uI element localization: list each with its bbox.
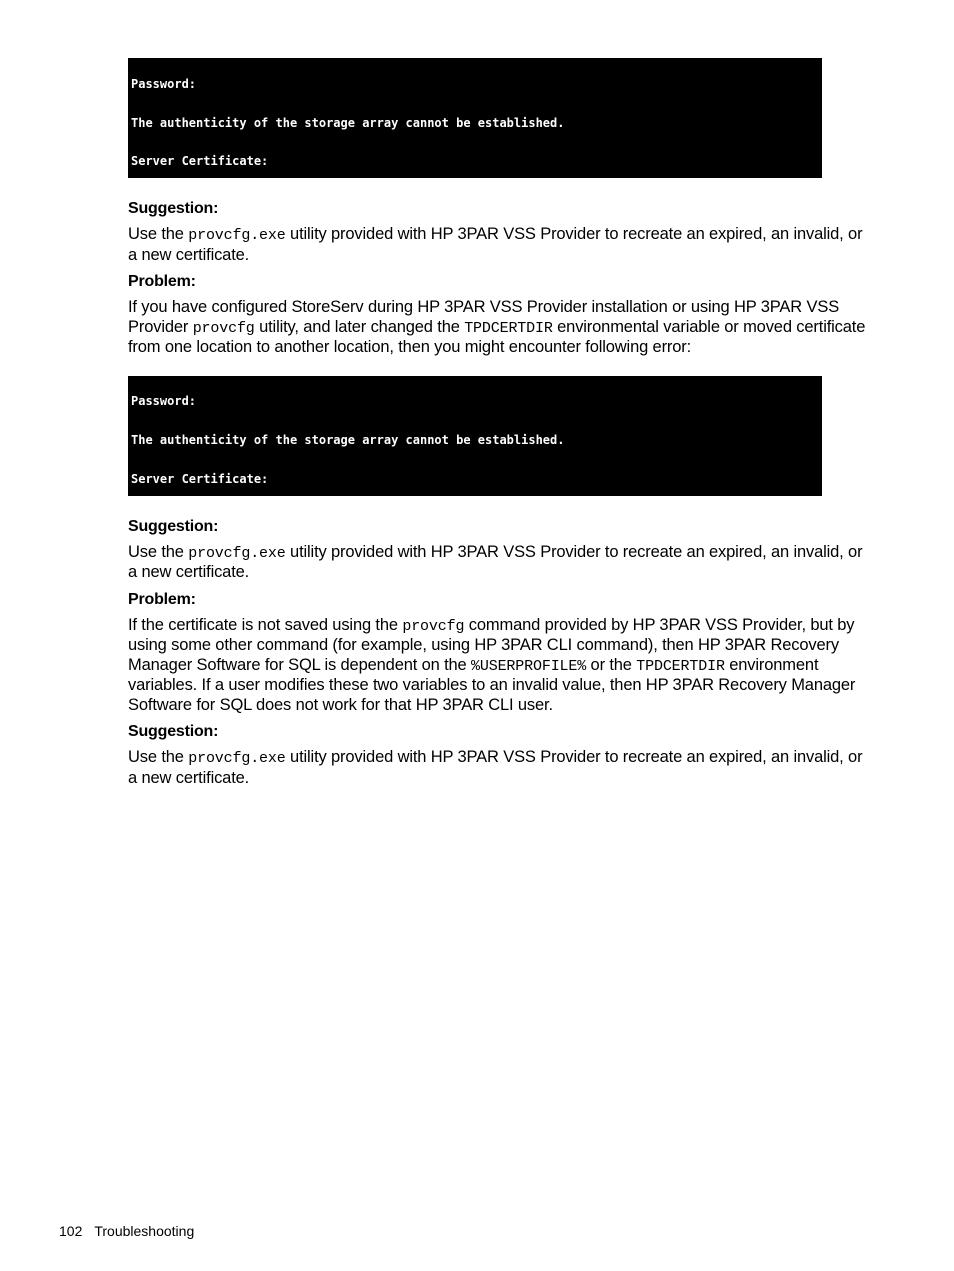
suggestion-text: utility provided with HP 3PAR VSS Provider to recreate an expired, an invalid, or a new certificate. bbox=[128, 542, 863, 581]
env-variable: TPDCERTDIR bbox=[464, 319, 553, 337]
env-variable: %USERPROFILE% bbox=[471, 657, 587, 675]
problem-text: utility, and later changed the bbox=[254, 317, 465, 336]
console-screenshot-2 bbox=[128, 376, 822, 496]
suggestion-text: Use the bbox=[128, 748, 189, 766]
suggestion-text: utility provided with HP 3PAR VSS Provider to recreate an expired, an invalid, or a new certificate. bbox=[128, 748, 863, 787]
console-screenshot-1 bbox=[128, 58, 822, 178]
suggestion-paragraph bbox=[128, 225, 873, 265]
suggestion-text: Use the bbox=[128, 542, 189, 561]
suggestion-text: Use the bbox=[128, 225, 189, 243]
command-name: provcfg bbox=[402, 617, 465, 635]
env-variable: TPDCERTDIR bbox=[636, 657, 725, 675]
command-name: provcfg.exe bbox=[188, 227, 286, 244]
suggestion-heading: Suggestion: bbox=[128, 723, 219, 740]
problem-text: or the bbox=[586, 655, 637, 674]
command-name: provcfg.exe bbox=[188, 750, 286, 767]
problem-text: environmental variable or moved certificate from one location to another location, then you might encounter following error: bbox=[128, 317, 866, 356]
suggestion-paragraph bbox=[128, 543, 873, 583]
suggestion-paragraph bbox=[128, 748, 873, 788]
problem-heading: Problem: bbox=[128, 273, 196, 290]
command-name: provcfg.exe bbox=[188, 544, 286, 562]
console-line: The authenticity of the storage array cannot be established. bbox=[131, 115, 565, 130]
problem-heading: Problem: bbox=[128, 590, 196, 608]
page-content bbox=[128, 58, 873, 788]
problem-paragraph bbox=[128, 616, 873, 716]
console-line: The authenticity of the storage array cannot be established. bbox=[131, 433, 565, 448]
suggestion-heading: Suggestion: bbox=[128, 517, 219, 535]
section-name: Troubleshooting bbox=[94, 1223, 195, 1239]
suggestion-text: utility provided with HP 3PAR VSS Provider to recreate an expired, an invalid, or a new certificate. bbox=[128, 225, 863, 264]
page-footer bbox=[59, 1223, 194, 1239]
command-name: provcfg bbox=[192, 319, 255, 337]
suggestion-heading: Suggestion: bbox=[128, 200, 219, 217]
problem-text: If the certificate is not saved using the bbox=[128, 615, 403, 634]
problem-text: If you have configured StoreServ during HP 3PAR VSS Provider installation or using HP 3PAR VSS Provider bbox=[128, 298, 840, 336]
console-line: Password: bbox=[131, 76, 197, 91]
problem-text: environment variables. If a user modifies these two variables to an invalid value, then HP 3PAR Recovery Manager Software for SQL does not work for that HP 3PAR CLI user. bbox=[128, 655, 856, 714]
console-line: Server Certificate: bbox=[131, 154, 269, 169]
console-line: Server Certificate: bbox=[131, 471, 269, 486]
console-line: Password: bbox=[131, 394, 197, 409]
problem-paragraph bbox=[128, 298, 873, 358]
problem-text: command provided by HP 3PAR VSS Provider, but by using some other command (for example, using HP 3PAR CLI command), then HP 3PAR Recovery Manager Software for SQL is dependent on the bbox=[128, 615, 855, 674]
page-number: 102 bbox=[59, 1223, 83, 1239]
